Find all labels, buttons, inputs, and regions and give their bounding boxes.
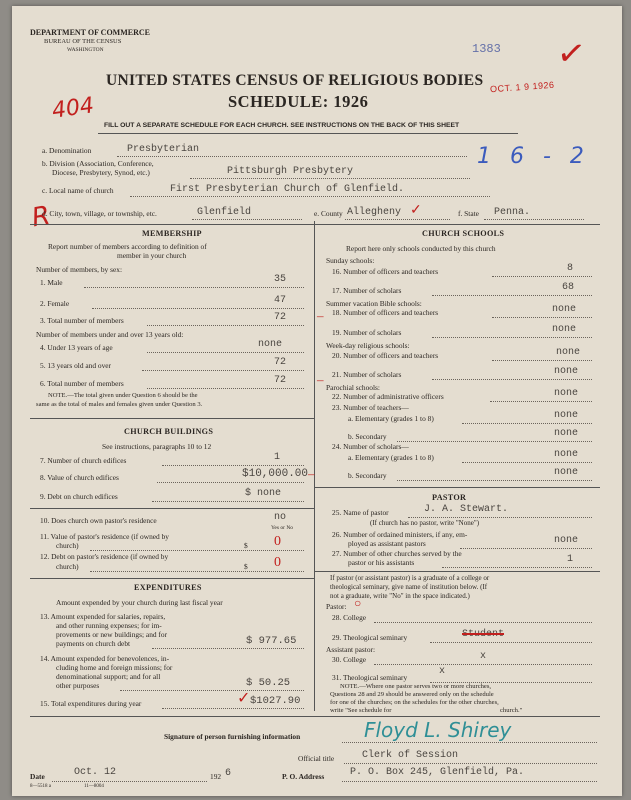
pastor-heading: PASTOR <box>432 493 467 502</box>
assistant-pastor-subheading: Assistant pastor: <box>326 645 376 654</box>
q24a-label: a. Elementary (grades 1 to 8) <box>348 453 434 462</box>
membership-intro-1: Report number of members according to definition of <box>48 242 207 251</box>
q25-label: 25. Name of pastor <box>332 508 389 517</box>
q17-sunday-scholars-field[interactable]: 68 <box>562 282 575 293</box>
membership-note-2: same as the total of males and females given under Question 3. <box>36 401 203 408</box>
q22-label: 22. Number of administrative officers <box>332 392 444 401</box>
division-label-2: Diocese, Presbytery, Synod, etc.) <box>52 168 150 177</box>
red-zero-mark-icon: 0 <box>274 555 281 570</box>
pastor-note-5: church." <box>500 707 523 714</box>
q27-label-1: 27. Number of other churches served by the <box>332 549 462 558</box>
q16-sunday-teachers-field[interactable]: 8 <box>567 263 574 274</box>
q21-weekday-scholars-field[interactable]: none <box>554 366 579 377</box>
department-label: DEPARTMENT OF COMMERCE <box>30 28 151 37</box>
q20-weekday-teachers-field[interactable]: none <box>556 347 581 358</box>
red-handwritten-number: 404 <box>50 93 96 124</box>
state-field[interactable]: Penna. <box>494 207 531 218</box>
denomination-field[interactable]: Presbyterian <box>127 144 200 155</box>
membership-intro-2: member in your church <box>117 251 187 260</box>
signature-field[interactable]: Floyd L. Shirey <box>364 718 512 742</box>
division-label-1: b. Division (Association, Conference, <box>42 159 154 168</box>
q8-value-field[interactable]: $10,000.00 <box>242 468 309 480</box>
q12-value-field[interactable]: $ <box>244 562 248 571</box>
sunday-schools-label: Sunday schools: <box>326 256 375 265</box>
q25-pastor-name-field[interactable]: J. A. Stewart. <box>424 504 509 515</box>
print-code-2: 11—8004 <box>84 784 104 789</box>
weekday-schools-label: Week-day religious schools: <box>326 341 410 350</box>
q26-label-1: 26. Number of ordained ministers, if any, em- <box>332 530 468 539</box>
q29-seminary-field[interactable]: Student <box>462 629 505 640</box>
red-check-mark-icon: ✓ <box>237 690 251 707</box>
signature-label: Signature of person furnishing information <box>164 732 301 741</box>
q31-label: 31. Theological seminary <box>332 673 408 682</box>
q13-label-4: payments on church debt <box>56 639 131 648</box>
q7-edifices-field[interactable]: 1 <box>274 452 281 463</box>
q2-female-field[interactable]: 47 <box>274 295 287 306</box>
official-title-label: Official title <box>298 754 335 763</box>
q14-label-3: denominational support; and for all <box>56 672 161 681</box>
official-title-field[interactable]: Clerk of Session <box>362 750 459 761</box>
q11-label-2: church) <box>56 541 79 550</box>
q30-college-field[interactable]: x <box>480 651 487 662</box>
q15-total-expenditures-field[interactable]: $1027.90 <box>250 695 301 707</box>
q30-label: 30. College <box>332 655 367 664</box>
form-number: 1383 <box>472 42 501 56</box>
q4-label: 4. Under 13 years of age <box>40 343 113 352</box>
under-over-label: Number of members under and over 13 years old: <box>36 330 184 339</box>
q6-label: 6. Total number of members <box>40 379 124 388</box>
q23b-label: b. Secondary <box>348 432 387 441</box>
q11-label-1: 11. Value of pastor's residence (if owned by <box>40 532 169 541</box>
graduate-instruction-2: theological seminary, give name of institution below. (If <box>330 583 488 591</box>
q18-summer-teachers-field[interactable]: none <box>552 304 577 315</box>
county-field[interactable]: Allegheny <box>347 207 402 218</box>
city-town-label: d. City, town, village, or township, etc. <box>42 209 157 218</box>
form-subtitle: SCHEDULE: 1926 <box>228 92 369 111</box>
denomination-label: a. Denomination <box>42 146 92 155</box>
census-schedule-sheet <box>12 6 622 796</box>
bureau-label: BUREAU OF THE CENSUS <box>44 38 122 45</box>
red-tick-icon: ✓ <box>410 203 422 218</box>
q5-label: 5. 13 years old and over <box>40 361 112 370</box>
q12-label-2: church) <box>56 562 79 571</box>
q3-total-field[interactable]: 72 <box>274 312 287 323</box>
expenditures-heading: EXPENDITURES <box>134 583 202 592</box>
q9-debt-field[interactable]: $ none <box>245 488 282 499</box>
pastor-note-4: write "See schedule for <box>330 707 392 714</box>
q22-admin-officers-field[interactable]: none <box>554 388 579 399</box>
expenditures-instructions: Amount expended by your church during last fiscal year <box>56 598 223 607</box>
red-circle-mark-icon: ○ <box>354 596 362 610</box>
yes-no-hint: Yes or No <box>271 525 294 531</box>
q8-label: 8. Value of church edifices <box>40 473 119 482</box>
church-schools-heading: CHURCH SCHOOLS <box>422 229 505 238</box>
pastor-subheading: Pastor: <box>326 602 347 611</box>
q20-label: 20. Number of officers and teachers <box>332 351 439 360</box>
q13-label-2: and other running expenses; for im- <box>56 621 162 630</box>
parochial-schools-label: Parochial schools: <box>326 383 380 392</box>
membership-heading: MEMBERSHIP <box>142 229 202 238</box>
q21-label: 21. Number of scholars <box>332 370 402 379</box>
pastor-note-1: NOTE.—Where one pastor serves two or more churches, <box>340 683 492 690</box>
pastor-note-3: for one of the churches; on the schedules for the other churches, <box>330 699 499 706</box>
q10-residence-field[interactable]: no <box>274 512 287 523</box>
county-label: e. County <box>314 209 343 218</box>
q14-label-4: other purposes <box>56 681 100 690</box>
q10-label: 10. Does church own pastor's residence <box>40 516 157 525</box>
q13-label-1: 13. Amount expended for salaries, repairs, <box>40 612 166 621</box>
q25-hint: (If church has no pastor, write "None") <box>370 519 480 527</box>
q6-total-field[interactable]: 72 <box>274 375 287 386</box>
q13-label-3: provements or new buildings; and for <box>56 630 168 639</box>
q26-assistants-field[interactable]: none <box>554 535 579 546</box>
city-label: WASHINGTON <box>67 47 104 53</box>
q3-label: 3. Total number of members <box>40 316 124 325</box>
q27-other-churches-field[interactable]: 1 <box>567 554 574 565</box>
pastor-note-2: Questions 28 and 29 should be answered only on the schedule <box>330 691 494 698</box>
q19-summer-scholars-field[interactable]: none <box>552 324 577 335</box>
q14-label-2: cluding home and foreign missions; for <box>56 663 173 672</box>
graduate-instruction-3: not a graduate, write "No" in the space indicated.) <box>330 592 470 600</box>
division-field[interactable]: Pittsburgh Presbytery <box>227 166 354 177</box>
q15-label: 15. Total expenditures during year <box>40 699 142 708</box>
church-name-field[interactable]: First Presbyterian Church of Glenfield. <box>170 184 405 195</box>
q13-running-expenses-field[interactable]: $ 977.65 <box>246 635 297 647</box>
q11-value-field[interactable]: $ <box>244 541 248 550</box>
q7-label: 7. Number of church edifices <box>40 456 127 465</box>
q18-label: 18. Number of officers and teachers <box>332 308 439 317</box>
state-label: f. State <box>458 209 479 218</box>
graduate-instruction-1: If pastor (or assistant pastor) is a graduate of a college or <box>330 574 490 582</box>
q23a-label: a. Elementary (grades 1 to 8) <box>348 414 434 423</box>
year-digit-field[interactable]: 6 <box>225 768 232 779</box>
red-check-mark-icon: ✓ <box>554 34 588 75</box>
q4-under-13-field[interactable]: none <box>258 339 283 350</box>
q14-label-1: 14. Amount expended for benevolences, in- <box>40 654 170 663</box>
blue-classification-code: 1 6 - 2 <box>477 144 590 169</box>
instruction-banner: FILL OUT A SEPARATE SCHEDULE FOR EACH CHURCH. SEE INSTRUCTIONS ON THE BACK OF THIS SHEET <box>104 122 460 129</box>
city-field[interactable]: Glenfield <box>197 207 252 218</box>
q9-label: 9. Debt on church edifices <box>40 492 118 501</box>
q24b-secondary-scholars-field[interactable]: none <box>554 467 579 478</box>
q17-label: 17. Number of scholars <box>332 286 402 295</box>
red-dash-mark-icon: – <box>317 308 324 323</box>
q16-label: 16. Number of officers and teachers <box>332 267 439 276</box>
buildings-instructions: See instructions, paragraphs 10 to 12 <box>102 442 212 451</box>
form-title: UNITED STATES CENSUS OF RELIGIOUS BODIES <box>106 72 484 89</box>
q1-label: 1. Male <box>40 278 63 287</box>
received-date-stamp: OCT. 1 9 1926 <box>489 79 555 95</box>
q5-over-13-field[interactable]: 72 <box>274 357 287 368</box>
q14-benevolences-field[interactable]: $ 50.25 <box>246 677 291 689</box>
red-dash-mark-icon: – <box>308 466 315 481</box>
summer-schools-label: Summer vacation Bible schools: <box>326 299 422 308</box>
schools-intro: Report here only schools conducted by this church <box>346 244 496 253</box>
po-address-label: P. O. Address <box>282 772 325 781</box>
date-field[interactable]: Oct. 12 <box>74 767 117 778</box>
q2-label: 2. Female <box>40 299 70 308</box>
q26-label-2: ployed as assistant pastors <box>348 539 426 548</box>
members-by-sex-label: Number of members, by sex: <box>36 265 122 274</box>
q12-label-1: 12. Debt on pastor's residence (if owned by <box>40 552 169 561</box>
year-prefix: 192 <box>210 772 222 781</box>
q31-seminary-field[interactable]: x <box>439 666 446 677</box>
q24-label: 24. Number of scholars— <box>332 442 409 451</box>
q23a-elementary-teachers-field[interactable]: none <box>554 410 579 421</box>
q28-label: 28. College <box>332 613 367 622</box>
po-address-field[interactable]: P. O. Box 245, Glenfield, Pa. <box>350 767 525 778</box>
church-buildings-heading: CHURCH BUILDINGS <box>124 427 214 436</box>
q23-label: 23. Number of teachers— <box>332 403 409 412</box>
q27-label-2: pastor or his assistants <box>348 558 415 567</box>
membership-note-1: NOTE.—The total given under Question 6 should be the <box>48 392 198 399</box>
church-name-label: c. Local name of church <box>42 186 114 195</box>
red-letter-mark: R <box>29 200 53 234</box>
q23b-secondary-teachers-field[interactable]: none <box>554 428 579 439</box>
red-zero-mark-icon: 0 <box>274 534 281 549</box>
red-dash-mark-icon: – <box>317 372 324 387</box>
q1-male-field[interactable]: 35 <box>274 274 287 285</box>
q24b-label: b. Secondary <box>348 471 387 480</box>
date-label: Date <box>30 772 45 781</box>
q19-label: 19. Number of scholars <box>332 328 402 337</box>
q24a-elementary-scholars-field[interactable]: none <box>554 449 579 460</box>
print-code-1: 8—5518 a <box>30 784 51 789</box>
q29-label: 29. Theological seminary <box>332 633 408 642</box>
